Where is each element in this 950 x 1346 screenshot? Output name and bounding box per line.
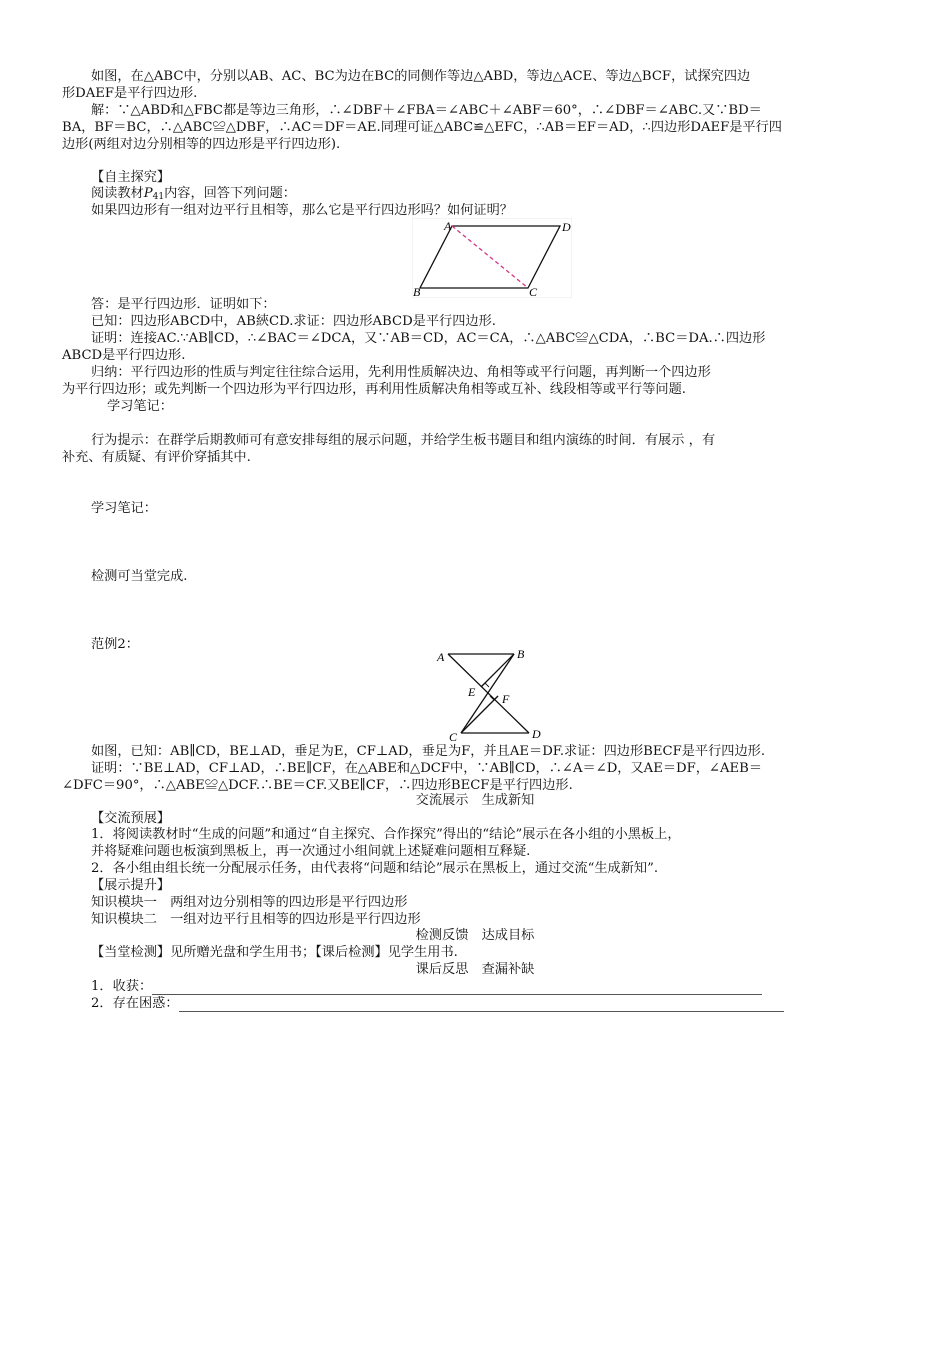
intro-solution-2: BA，BF＝BC，∴△ABC≌△DBF，∴AC＝DF＝AE.同理可证△ABC≌△EFC，∴AB＝EF＝AD，∴四边形DAEF是平行四 (62, 120, 782, 135)
exchange-module-2: 知识模块二 一组对边平行且相等的四边形是平行四边形 (91, 912, 421, 927)
read-suffix: 内容，回答下列问题： (164, 186, 296, 201)
example2-problem: 如图，已知：AB∥CD，BE⊥AD，垂足为E，CF⊥AD，垂足为F，并且AE＝DF.求证：四边形BECF是平行四边形. (91, 744, 766, 759)
label-d: D (562, 220, 571, 234)
exchange-preview: 【交流预展】 (91, 811, 171, 826)
intro-solution-1: 解：∵△ABD和△FBC都是等边三角形，∴∠DBF＋∠FBA＝∠ABC＋∠ABF＝60°，∴∠DBF＝∠ABC.又∵BD＝ (91, 103, 762, 118)
exchange-item-2: 2．各小组由组长统一分配展示任务，由代表将“问题和结论”展示在黑板上，通过交流“生成新知”. (91, 861, 659, 876)
read-prefix: 阅读教材 (91, 186, 144, 201)
exchange-title: 交流展示 生成新知 (415, 793, 535, 808)
explore-answer: 答：是平行四边形．证明如下： (91, 297, 276, 312)
segment-cf (461, 696, 498, 733)
feedback-title: 检测反馈 达成目标 (415, 928, 535, 943)
segment-be (481, 654, 514, 687)
confusion-blank-line[interactable] (179, 999, 784, 1012)
intro-line-1: 如图，在△ABC中，分别以AB、AC、BC为边在BC的同侧作等边△ABD，等边△ACE、等边△BCF，试探究四边 (91, 69, 751, 84)
example2-figure (436, 646, 546, 742)
gain-blank-line[interactable] (152, 982, 762, 995)
segment-ad (448, 654, 529, 733)
exchange-module-1: 知识模块一 两组对边分别相等的四边形是平行四边形 (91, 895, 408, 910)
explore-proof-1: 证明：连接AC.∵AB∥CD，∴∠BAC＝∠DCA，又∵AB＝CD，AC＝CA，∴△ABC≌△CDA，∴BC＝DA.∴四边形 (91, 331, 766, 346)
explore-heading: 【自主探究】 (91, 170, 171, 185)
exchange-item-1a: 1．将阅读教材时“生成的问题”和通过“自主探究、合作探究”得出的“结论”展示在各小组的小黑板上， (91, 827, 681, 842)
label-b: B (517, 647, 525, 661)
tips-check: 检测可当堂完成. (91, 569, 188, 584)
explore-summary-2: 为平行四边形；或先判断一个四边形为平行四边形，再利用性质解决角相等或互补、线段相等或平行等问题. (62, 382, 687, 397)
intro-line-2: 形DAEF是平行四边形. (62, 86, 198, 101)
explore-summary-1: 归纳：平行四边形的性质与判定往往综合运用，先利用性质解决边、角相等或平行问题，再判断一个四边形 (91, 365, 711, 380)
label-a: A (444, 219, 452, 233)
intro-solution-3: 边形(两组对边分别相等的四边形是平行四边形). (62, 137, 341, 152)
label-b: B (413, 285, 421, 298)
tips-line-1: 行为提示：在群学后期教师可有意安排每组的展示问题，并给学生板书题目和组内演练的时间．有展示 ，有 (91, 433, 716, 448)
reflect-gain (91, 978, 762, 995)
parallelogram-figure (412, 218, 572, 298)
explore-notes: 学习笔记： (107, 399, 173, 414)
label-c: C (449, 730, 458, 742)
feedback-line: 【当堂检测】见所赠光盘和学生用书；【课后检测】见学生用书. (91, 945, 458, 960)
label-f: F (502, 692, 510, 706)
tips-line-2: 补充、有质疑、有评价穿插其中. (62, 450, 251, 465)
reflect-gain-label: 1．收获： (91, 979, 153, 994)
explore-given: 已知：四边形ABCD中，AB綊CD.求证：四边形ABCD是平行四边形. (91, 314, 496, 329)
label-d: D (532, 727, 541, 741)
explore-question: 如果四边形有一组对边平行且相等，那么它是平行四边形吗？如何证明？ (91, 203, 513, 218)
example2-proof-2: ∠DFC＝90°，∴△ABE≌△DCF.∴BE＝CF.又BE∥CF，∴四边形BECF是平行四边形. (62, 778, 573, 793)
diagonal-ac (452, 226, 528, 288)
reflect-confusion-label: 2．存在困惑： (91, 996, 179, 1011)
read-page-letter: P (143, 186, 153, 201)
exchange-item-1b: 并将疑难问题也板演到黑板上，再一次通过小组间就上述疑难问题相互释疑. (91, 844, 531, 859)
tips-notes: 学习笔记： (91, 501, 157, 516)
explore-proof-2: ABCD是平行四边形. (62, 348, 186, 363)
label-e: E (468, 685, 476, 699)
example2-proof-1: 证明：∵BE⊥AD，CF⊥AD，∴BE∥CF，在△ABE和△DCF中，∵AB∥CD，∴∠A＝∠D，又AE＝DF，∠AEB＝ (91, 761, 763, 776)
example2-label: 范例2： (91, 637, 139, 652)
read-page-number: 41 (152, 192, 165, 202)
reflect-confusion (91, 995, 784, 1012)
exchange-improve: 【展示提升】 (91, 878, 171, 893)
label-a: A (437, 650, 445, 664)
reflect-title: 课后反思 查漏补缺 (415, 962, 535, 977)
label-c: C (529, 285, 538, 298)
